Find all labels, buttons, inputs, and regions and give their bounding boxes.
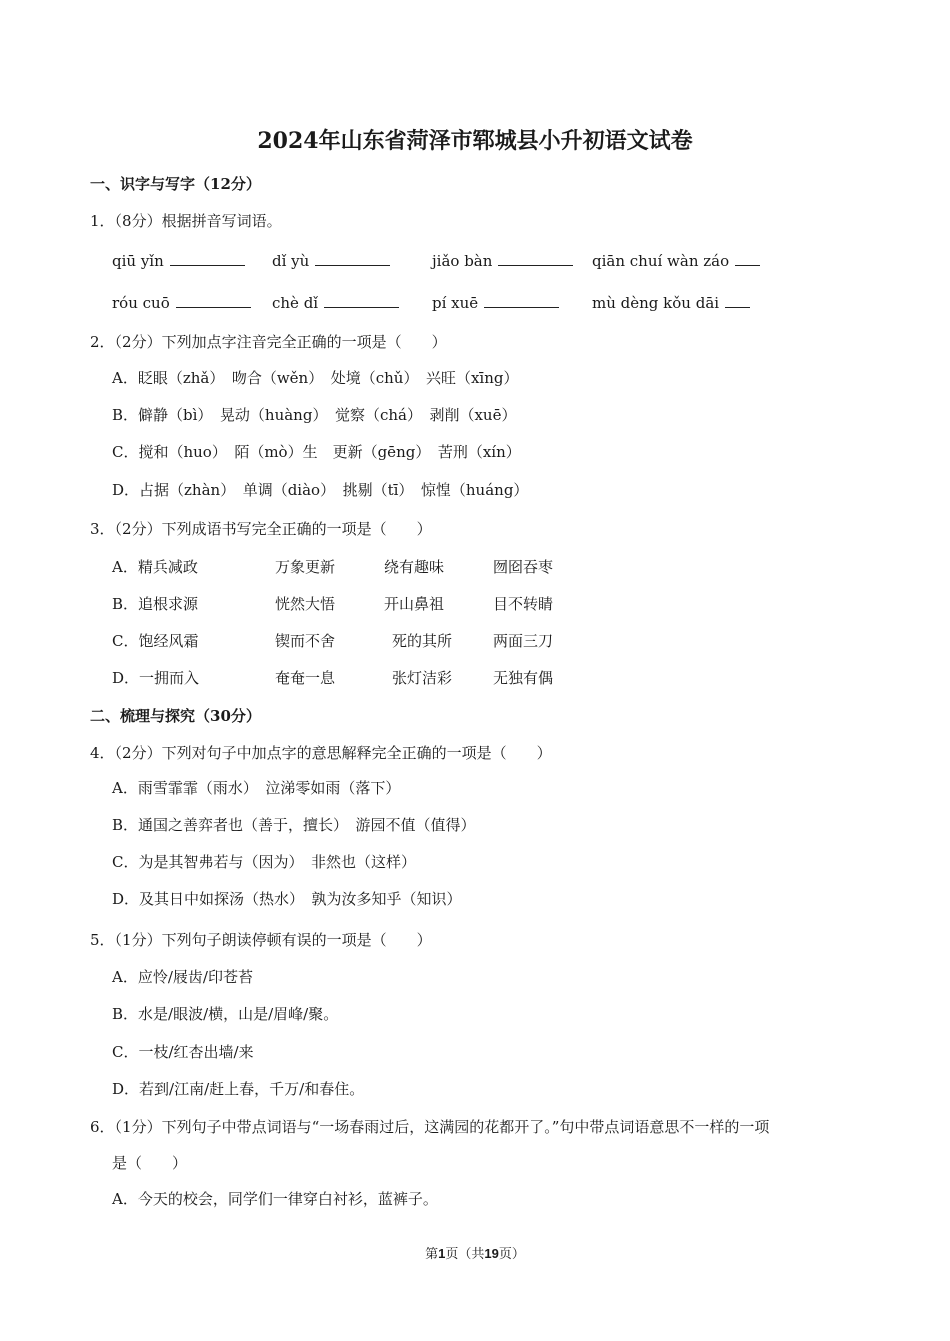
answer-blank <box>176 293 251 308</box>
question-3-stem: 3．（2分）下列成语书写完全正确的一项是（ ） <box>90 520 432 538</box>
question-6-stem-cont: 是（ ） <box>112 1154 188 1172</box>
option-b: B．通国之善弈者也（善于，擅长） 游园不值（值得） <box>112 816 476 834</box>
option-d: D．若到/江南/赶上春，千万/和春住。 <box>112 1080 365 1098</box>
option-d: D．占据（zhàn） 单调（diào） 挑剔（tī） 惊惶（huáng） <box>112 481 529 499</box>
option-c-3: 死的其所 <box>392 632 453 650</box>
option-b-1: B．追根求源 <box>112 595 199 613</box>
pinyin-item <box>592 251 760 270</box>
option-b-3: 开山鼻祖 <box>384 595 445 613</box>
option-d-3: 张灯洁彩 <box>392 669 453 687</box>
option-d-1: D．一拥而入 <box>112 669 200 687</box>
option-c-2: 锲而不舍 <box>275 632 336 650</box>
question-5-stem: 5．（1分）下列句子朗读停顿有误的一项是（ ） <box>90 931 432 949</box>
option-a-3: 绕有趣味 <box>384 558 445 576</box>
option-c: C．一枝/红杏出墙/来 <box>112 1043 254 1061</box>
answer-blank <box>170 251 245 266</box>
pinyin-text: pí xuē <box>432 294 479 312</box>
option-c: C．为是其智弗若与（因为） 非然也（这样） <box>112 853 416 871</box>
option-b: B．僻静（bì） 晃动（huàng） 觉察（chá） 剥削（xuē） <box>112 406 517 424</box>
question-4-stem: 4．（2分）下列对句子中加点字的意思解释完全正确的一项是（ ） <box>90 744 552 762</box>
pinyin-text: dǐ yù <box>272 252 310 270</box>
pinyin-item <box>432 251 573 270</box>
pinyin-item <box>432 293 559 312</box>
option-c-4: 两面三刀 <box>493 632 554 650</box>
option-a-1: A．精兵减政 <box>112 558 198 576</box>
pinyin-text: mù dèng kǒu dāi <box>592 294 720 312</box>
option-a: A．眨眼（zhǎ） 吻合（wěn） 处境（chǔ） 兴旺（xīng） <box>112 369 519 387</box>
page-footer: 第1页（共19页） <box>425 1246 525 1262</box>
question-6-stem: 6．（1分）下列句子中带点词语与“一场春雨过后，这满园的花都开了。”句中带点词语意思不一样的一项 <box>90 1118 770 1136</box>
answer-blank <box>484 293 559 308</box>
question-2-stem: 2．（2分）下列加点字注音完全正确的一项是（ ） <box>90 333 447 351</box>
option-b: B．水是/眼波/横，山是/眉峰/聚。 <box>112 1005 339 1023</box>
option-b-4: 目不转睛 <box>493 595 554 613</box>
option-a: A．今天的校会，同学们一律穿白衬衫，蓝裤子。 <box>112 1190 438 1208</box>
pinyin-text: róu cuō <box>112 294 170 312</box>
pinyin-item <box>112 293 251 312</box>
page-title: 2024年山东省菏泽市郓城县小升初语文试卷 <box>257 128 693 154</box>
pinyin-item <box>272 251 390 270</box>
pinyin-text: chè dǐ <box>272 294 319 312</box>
option-a: A．雨雪霏霏（雨水） 泣涕零如雨（落下） <box>112 779 401 797</box>
option-a: A．应怜/屐齿/印苍苔 <box>112 968 253 986</box>
current-page-number: 1 <box>438 1246 446 1261</box>
answer-blank <box>725 293 750 308</box>
section-heading-2: 二、梳理与探究（30分） <box>90 707 261 725</box>
option-a-4: 囫囵吞枣 <box>493 558 554 576</box>
option-d: D．及其日中如探汤（热水） 孰为汝多知乎（知识） <box>112 890 462 908</box>
pinyin-item <box>272 293 399 312</box>
option-d-2: 奄奄一息 <box>275 669 336 687</box>
answer-blank <box>324 293 399 308</box>
question-1-stem: 1．（8分）根据拼音写词语。 <box>90 212 282 230</box>
total-page-count: 19 <box>484 1246 499 1261</box>
pinyin-text: qiān chuí wàn záo <box>592 252 730 270</box>
pinyin-text: jiǎo bàn <box>432 252 493 270</box>
pinyin-item <box>592 293 750 312</box>
pinyin-text: qiū yǐn <box>112 252 164 270</box>
answer-blank <box>735 251 760 266</box>
option-c-1: C．饱经风霜 <box>112 632 199 650</box>
option-d-4: 无独有偶 <box>493 669 554 687</box>
option-b-2: 恍然大悟 <box>275 595 336 613</box>
section-heading-1: 一、识字与写字（12分） <box>90 175 261 193</box>
option-a-2: 万象更新 <box>275 558 336 576</box>
answer-blank <box>315 251 390 266</box>
pinyin-item <box>112 251 245 270</box>
answer-blank <box>498 251 573 266</box>
option-c: C．搅和（huo） 陌（mò）生 更新（gēng） 苦刑（xín） <box>112 443 521 461</box>
